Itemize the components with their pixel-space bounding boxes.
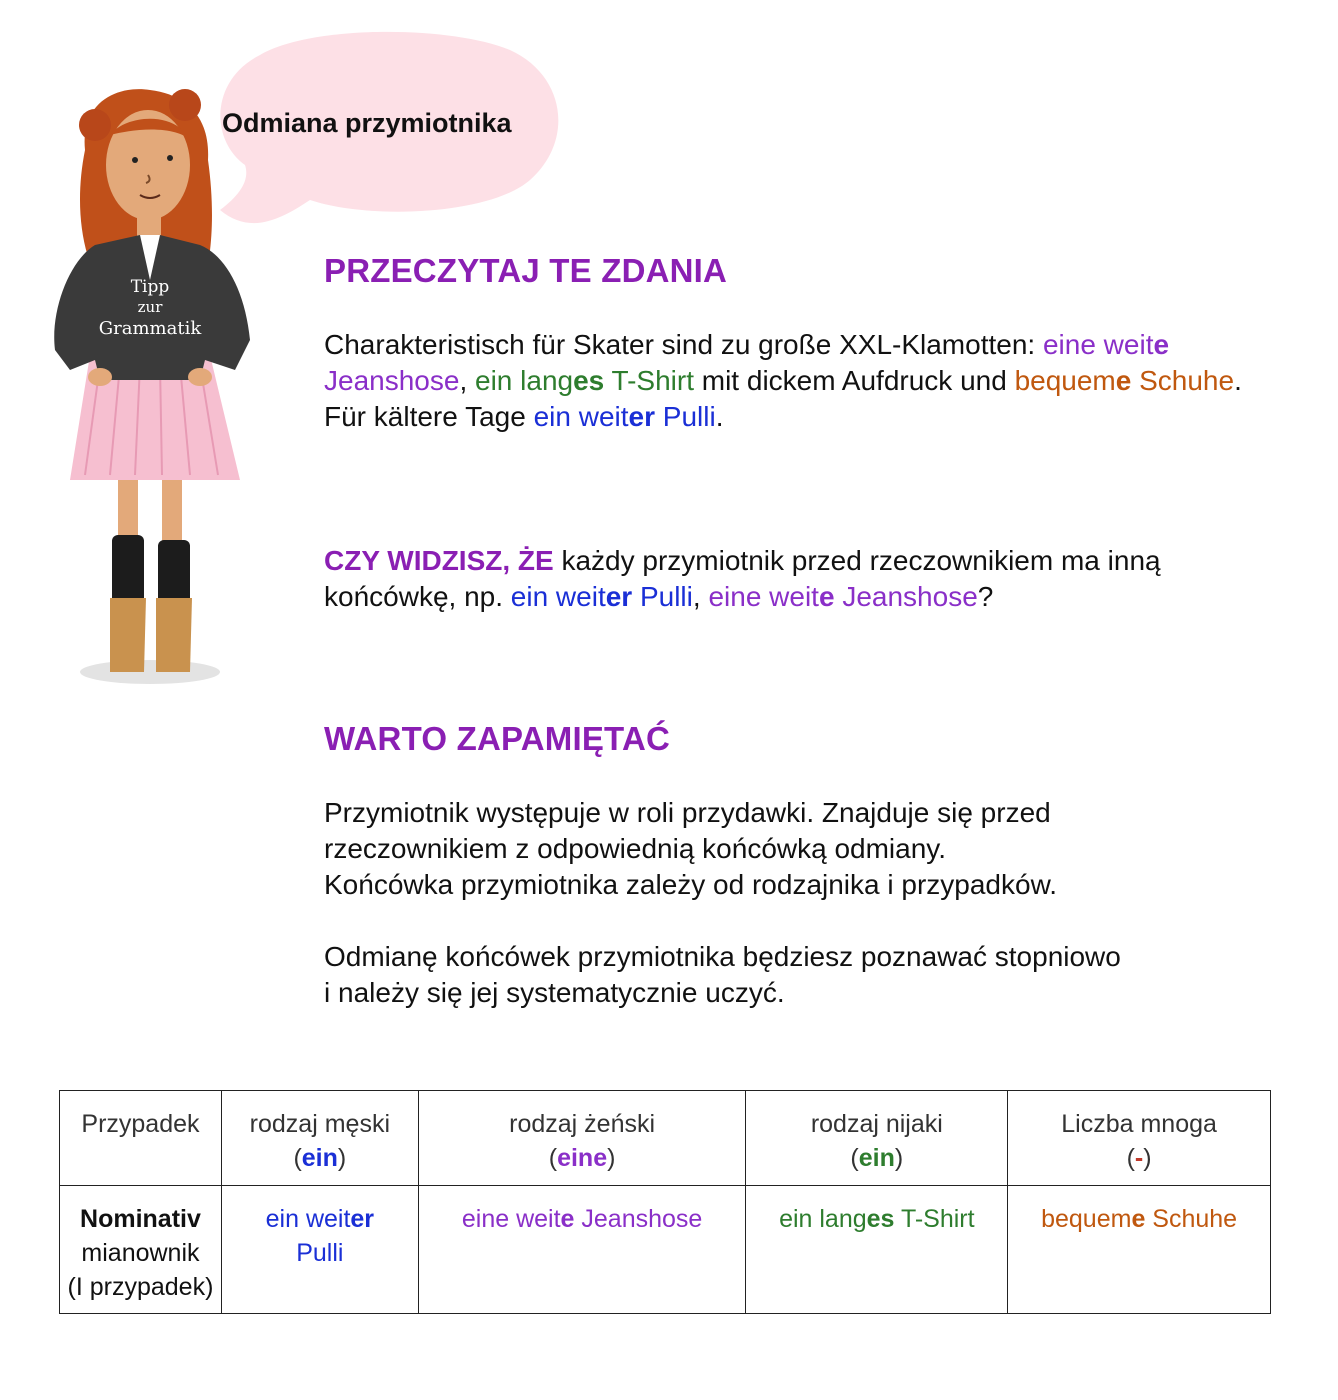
header-plural-article: (-) — [1126, 1144, 1152, 1172]
plural-adjective: bequem — [1041, 1205, 1132, 1233]
example-jeanshose — [708, 581, 977, 612]
header-case — [60, 1091, 222, 1186]
example-jeanshose-article: eine weit — [708, 581, 819, 612]
example-jeanshose-ending: e — [818, 581, 835, 612]
phrase-jeanshose-article: eine weit — [1042, 329, 1154, 360]
phrase-pulli — [534, 401, 716, 432]
plural-noun: Schuhe — [1145, 1205, 1238, 1233]
example-pulli — [511, 581, 693, 612]
remember-heading: WARTO ZAPAMIĘTAĆ — [324, 720, 671, 757]
neuter-ending: es — [866, 1205, 895, 1233]
cell-feminine — [418, 1186, 746, 1314]
header-feminine-label: rodzaj żeński — [509, 1110, 656, 1138]
header-case-label: Przypadek — [81, 1110, 200, 1138]
study-paragraph — [324, 939, 1284, 1011]
phrase-tshirt — [475, 365, 694, 396]
notice-text: każdy przymiotnik przed rzeczownikiem ma inną końcówkę, np. — [324, 545, 1161, 612]
header-masculine-label: rodzaj męski — [249, 1110, 390, 1138]
question-mark: ? — [977, 581, 994, 612]
rule-paragraph — [324, 795, 1284, 903]
table-row — [60, 1186, 1271, 1314]
feminine-noun: Jeanshose — [574, 1205, 703, 1233]
example-pulli-noun: Pulli — [632, 581, 693, 612]
plural-ending: e — [1131, 1205, 1146, 1233]
example-pulli-article: ein weit — [510, 581, 606, 612]
shirt-text-2: zur — [137, 298, 163, 316]
header-masculine-article: (ein) — [293, 1144, 347, 1172]
phrase-pulli-ending: er — [628, 401, 655, 432]
rule-line-2: rzeczownikiem z odpowiednią końcówką odmiany. — [324, 833, 947, 864]
article-none: - — [1134, 1144, 1144, 1172]
rule-line-3: Końcówka przymiotnika zależy od rodzajnika i przypadków. — [324, 869, 1058, 900]
header-feminine-article: (eine) — [548, 1144, 616, 1172]
cell-neuter — [746, 1186, 1008, 1314]
phrase-jeanshose-ending: e — [1153, 329, 1170, 360]
read-heading: PRZECZYTAJ TE ZDANIA — [324, 252, 728, 289]
read-paragraph — [324, 327, 1284, 435]
separator: , — [459, 365, 475, 396]
declension-table — [59, 1090, 1271, 1314]
phrase-pulli-article: ein weit — [533, 401, 629, 432]
neuter-noun: T-Shirt — [894, 1205, 975, 1233]
header-plural-label: Liczba mnoga — [1061, 1110, 1217, 1138]
example-jeanshose-noun: Jeanshose — [834, 581, 978, 612]
cell-plural — [1008, 1186, 1271, 1314]
girl-illustration — [40, 80, 280, 700]
case-number: (I przypadek) — [67, 1273, 214, 1301]
masculine-phrase — [226, 1202, 414, 1236]
phrase-tshirt-article: ein lang — [475, 365, 574, 396]
shirt-text-1: Tipp — [130, 277, 170, 297]
phrase-schuhe-noun: Schuhe — [1131, 365, 1235, 396]
header-neuter-article: (ein) — [850, 1144, 904, 1172]
header-feminine — [418, 1091, 746, 1186]
example-pulli-ending: er — [605, 581, 633, 612]
cell-case — [60, 1186, 222, 1314]
article-ein: ein — [301, 1144, 338, 1172]
phrase-jeanshose-noun: Jeanshose — [324, 365, 460, 396]
phrase-schuhe — [1015, 365, 1235, 396]
separator: , — [692, 581, 709, 612]
masculine-ending: er — [350, 1205, 375, 1233]
phrase-pulli-noun: Pulli — [655, 401, 716, 432]
intro-text: Charakteristisch für Skater sind zu große XXL-Klamotten: — [324, 329, 1043, 360]
outro-text: . — [715, 401, 724, 432]
header-masculine — [221, 1091, 418, 1186]
case-name: Nominativ — [80, 1205, 201, 1233]
table-header-row — [60, 1091, 1271, 1186]
notice-lead: CZY WIDZISZ, ŻE — [324, 545, 554, 576]
header-neuter — [746, 1091, 1008, 1186]
mid-text-2: . Für kältere Tage — [324, 365, 1242, 432]
shirt-text-3: Grammatik — [98, 318, 202, 339]
phrase-tshirt-noun: T-Shirt — [604, 365, 694, 396]
mid-text: mit dickem Aufdruck und — [693, 365, 1015, 396]
article-eine: eine — [557, 1144, 608, 1172]
phrase-schuhe-adjective: bequem — [1014, 365, 1116, 396]
masculine-noun: Pulli — [296, 1239, 344, 1267]
study-line-2: i należy się jej systematycznie uczyć. — [324, 977, 785, 1008]
notice-paragraph — [324, 543, 1284, 615]
article-ein-neuter: ein — [858, 1144, 895, 1172]
study-line-1: Odmianę końcówek przymiotnika będziesz poznawać stopniowo — [324, 941, 1121, 972]
cell-masculine — [221, 1186, 418, 1314]
phrase-schuhe-ending: e — [1115, 365, 1132, 396]
feminine-ending: e — [560, 1205, 575, 1233]
case-polish: mianownik — [81, 1239, 200, 1267]
header-neuter-label: rodzaj nijaki — [810, 1110, 943, 1138]
masculine-article: ein weit — [265, 1205, 351, 1233]
rule-line-1: Przymiotnik występuje w roli przydawki. Znajduje się przed — [324, 797, 1051, 828]
bubble-title: Odmiana przymiotnika — [222, 108, 512, 138]
header-plural — [1008, 1091, 1271, 1186]
neuter-article: ein lang — [779, 1205, 867, 1233]
feminine-article: eine weit — [461, 1205, 561, 1233]
phrase-tshirt-ending: es — [573, 365, 605, 396]
